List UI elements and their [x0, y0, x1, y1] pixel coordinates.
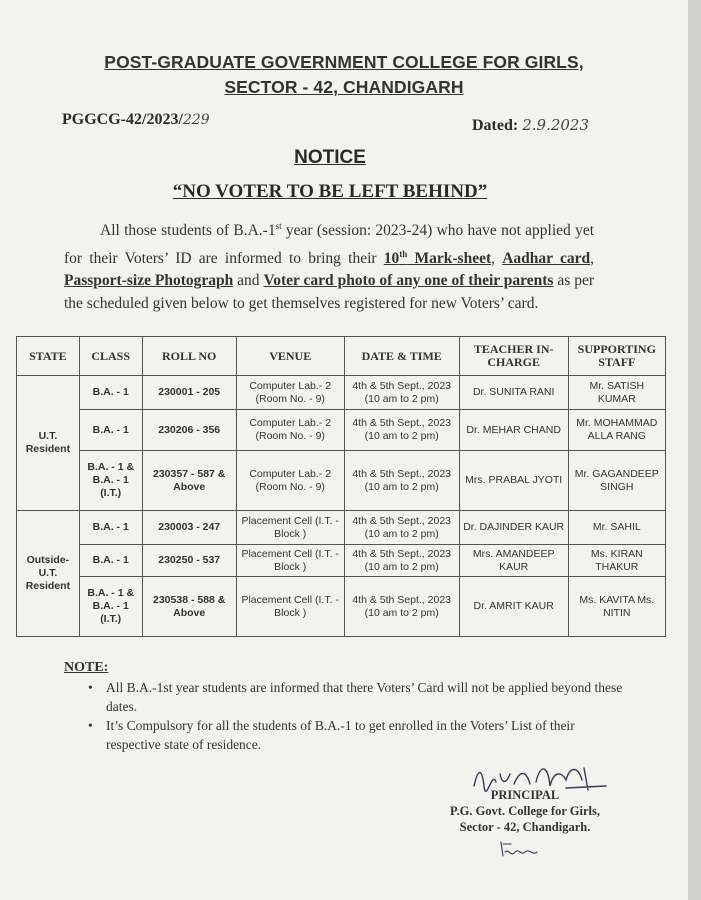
venue-cell: Placement Cell (I.T. - Block ) — [236, 511, 344, 545]
staff-cell: Mr. SATISH KUMAR — [568, 376, 665, 410]
college-address: SECTOR - 42, CHANDIGARH — [224, 77, 464, 97]
date-cell: 4th & 5th Sept., 2023 (10 am to 2 pm) — [344, 376, 459, 410]
reference-number — [62, 111, 210, 129]
table-row — [17, 451, 666, 511]
header-staff: SUPPORTING STAFF — [568, 337, 665, 376]
date-cell: 4th & 5th Sept., 2023 (10 am to 2 pm) — [344, 577, 459, 637]
dated-label: Dated: — [472, 117, 519, 134]
teacher-cell: Mrs. PRABAL JYOTI — [459, 451, 568, 511]
teacher-cell: Dr. DAJINDER KAUR — [459, 511, 568, 545]
requirement-marksheet: 10th Mark-sheet — [383, 248, 492, 267]
notice-body: All those students of B.A.-1st year (session: 2023-24) who have not applied yet for their Voters’ ID are informed to bring their 10th Mark-sheet, Aadhar card, Passport-size Photograph and Voter card photo of any one of their parents as per the scheduled given below to get themselves registered for new Voters’ card. — [64, 221, 595, 312]
requirement-parent-voter-card: Voter card photo of any one of their parents — [263, 272, 554, 290]
venue-cell: Computer Lab.- 2 (Room No. - 9) — [236, 376, 344, 410]
state-cell: U.T. Resident — [17, 376, 80, 511]
staff-cell: Mr. SAHIL — [568, 511, 665, 545]
note-item: • It’s Compulsory for all the students of B.A.-1 to get enrolled in the Voters’ List of their respective state of residence. — [88, 716, 624, 754]
notes-heading: NOTE: — [64, 660, 109, 675]
table-row — [17, 376, 666, 410]
table-row — [17, 577, 666, 637]
venue-cell: Placement Cell (I.T. - Block ) — [236, 577, 344, 637]
notes-section — [64, 660, 624, 754]
principal-college: P.G. Govt. College for Girls, — [450, 804, 600, 818]
date-cell: 4th & 5th Sept., 2023 (10 am to 2 pm) — [344, 410, 459, 451]
schedule-table — [16, 336, 666, 637]
venue-cell: Computer Lab.- 2 (Room No. - 9) — [236, 451, 344, 511]
staff-cell: Ms. KIRAN THAKUR — [568, 545, 665, 577]
class-cell: B.A. - 1 & B.A. - 1 (I.T.) — [79, 451, 142, 511]
requirement-aadhar: Aadhar card — [502, 249, 591, 267]
principal-title: PRINCIPAL — [490, 788, 560, 802]
class-cell: B.A. - 1 — [79, 376, 142, 410]
teacher-cell: Mrs. AMANDEEP KAUR — [459, 545, 568, 577]
initials-mark — [497, 838, 545, 863]
dated-line — [472, 116, 589, 135]
notice-subtitle: “NO VOTER TO BE LEFT BEHIND” — [172, 181, 488, 202]
teacher-cell: Dr. AMRIT KAUR — [459, 577, 568, 637]
roll-cell: 230538 - 588 & Above — [142, 577, 236, 637]
class-cell: B.A. - 1 — [79, 545, 142, 577]
roll-cell: 230001 - 205 — [142, 376, 236, 410]
state-cell: Outside- U.T. Resident — [17, 511, 80, 637]
reference-prefix: PGGCG-42/2023/ — [62, 111, 183, 128]
notice-title: NOTICE — [294, 147, 366, 168]
class-cell: B.A. - 1 — [79, 511, 142, 545]
dated-handwritten-value: 2.9.2023 — [522, 116, 590, 134]
initials-scribble-icon — [497, 838, 545, 860]
date-cell: 4th & 5th Sept., 2023 (10 am to 2 pm) — [344, 545, 459, 577]
header-date-time: DATE & TIME — [344, 337, 459, 376]
paper-edge — [688, 0, 701, 900]
header-state: STATE — [17, 337, 80, 376]
class-cell: B.A. - 1 & B.A. - 1 (I.T.) — [79, 577, 142, 637]
header-roll-no: ROLL NO — [142, 337, 236, 376]
note-item: • All B.A.-1st year students are informed that there Voters’ Card will not be applied beyond these dates. — [88, 678, 624, 716]
date-cell: 4th & 5th Sept., 2023 (10 am to 2 pm) — [344, 451, 459, 511]
table-row — [17, 410, 666, 451]
table-row — [17, 545, 666, 577]
teacher-cell: Dr. SUNITA RANI — [459, 376, 568, 410]
college-name: POST-GRADUATE GOVERNMENT COLLEGE FOR GIRLS, — [104, 52, 584, 72]
date-cell: 4th & 5th Sept., 2023 (10 am to 2 pm) — [344, 511, 459, 545]
teacher-cell: Dr. MEHAR CHAND — [459, 410, 568, 451]
table-row — [17, 511, 666, 545]
staff-cell: Mr. MOHAMMAD ALLA RANG — [568, 410, 665, 451]
roll-cell: 230003 - 247 — [142, 511, 236, 545]
venue-cell: Computer Lab.- 2 (Room No. - 9) — [236, 410, 344, 451]
requirement-photo: Passport-size Photograph — [64, 272, 234, 290]
staff-cell: Mr. GAGANDEEP SINGH — [568, 451, 665, 511]
venue-cell: Placement Cell (I.T. - Block ) — [236, 545, 344, 577]
header-teacher: TEACHER IN-CHARGE — [459, 337, 568, 376]
principal-block — [440, 787, 610, 835]
roll-cell: 230206 - 356 — [142, 410, 236, 451]
roll-cell: 230250 - 537 — [142, 545, 236, 577]
notes-list — [64, 678, 624, 754]
roll-cell: 230357 - 587 & Above — [142, 451, 236, 511]
reference-handwritten-number: 229 — [182, 112, 210, 128]
header-venue: VENUE — [236, 337, 344, 376]
class-cell: B.A. - 1 — [79, 410, 142, 451]
table-header-row — [17, 337, 666, 376]
principal-address: Sector - 42, Chandigarh. — [459, 820, 591, 834]
header-class: CLASS — [79, 337, 142, 376]
staff-cell: Ms. KAVITA Ms. NITIN — [568, 577, 665, 637]
